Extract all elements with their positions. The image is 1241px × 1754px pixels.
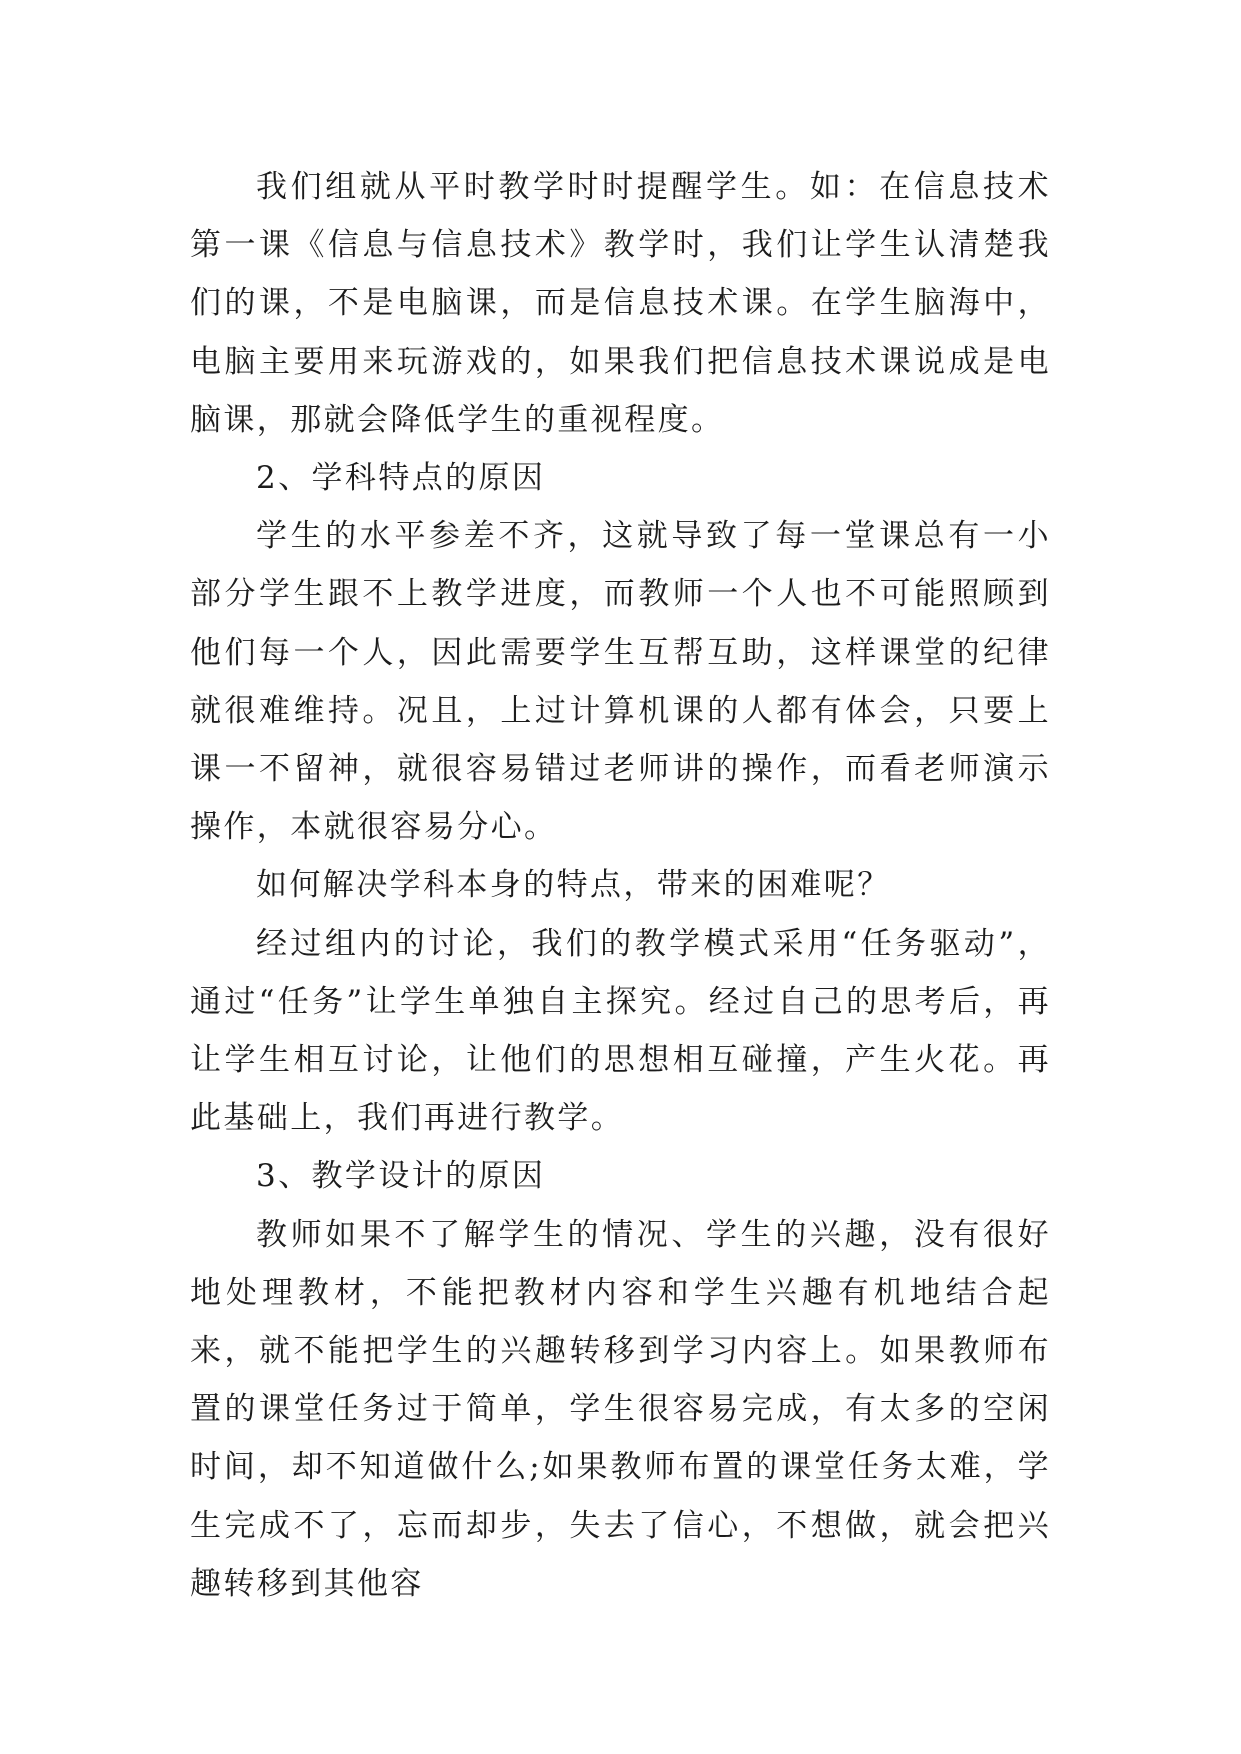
paragraph-question: 如何解决学科本身的特点，带来的困难呢？ xyxy=(256,867,891,904)
paragraph-task-driven: 经过组内的讨论，我们的教学模式采用“任务驱动”，通过“任务”让学生单独自主探究。经过自己的思考后，再让学生相互讨论，让他们的思想相互碰撞，产生火花。再此基础上，我们再进行教学。 xyxy=(190,925,1051,1137)
paragraph-teacher-design: 教师如果不了解学生的情况、学生的兴趣，没有很好地处理教材，不能把教材内容和学生兴趣有机地结合起来，就不能把学生的兴趣转移到学习内容上。如果教师布置的课堂任务过于简单，学生很容易完成，有太多的空闲时间，却不知道做什么;如果教师布置的课堂任务太难，学生完成不了，忘而却步，失去了信心，不想做，就会把兴趣转移到其他容 xyxy=(190,1216,1051,1602)
paragraph-reminder: 我们组就从平时教学时时提醒学生。如：在信息技术第一课《信息与信息技术》教学时，我们让学生认清楚我们的课，不是电脑课，而是信息技术课。在学生脑海中，电脑主要用来玩游戏的，如果我们把信息技术课说成是电脑课，那就会降低学生的重视程度。 xyxy=(190,169,1051,438)
paragraph-student-levels: 学生的水平参差不齐，这就导致了每一堂课总有一小部分学生跟不上教学进度，而教师一个人也不可能照顾到他们每一个人，因此需要学生互帮互助，这样课堂的纪律就很难维持。况且，上过计算机课的人都有体会，只要上课一不留神，就很容易错过老师讲的操作，而看老师演示操作，本就很容易分心。 xyxy=(190,518,1051,846)
heading-teaching-design: 3、教学设计的原因 xyxy=(256,1158,546,1195)
heading-subject-features: 2、学科特点的原因 xyxy=(256,460,546,497)
body-text xyxy=(190,158,1051,1613)
